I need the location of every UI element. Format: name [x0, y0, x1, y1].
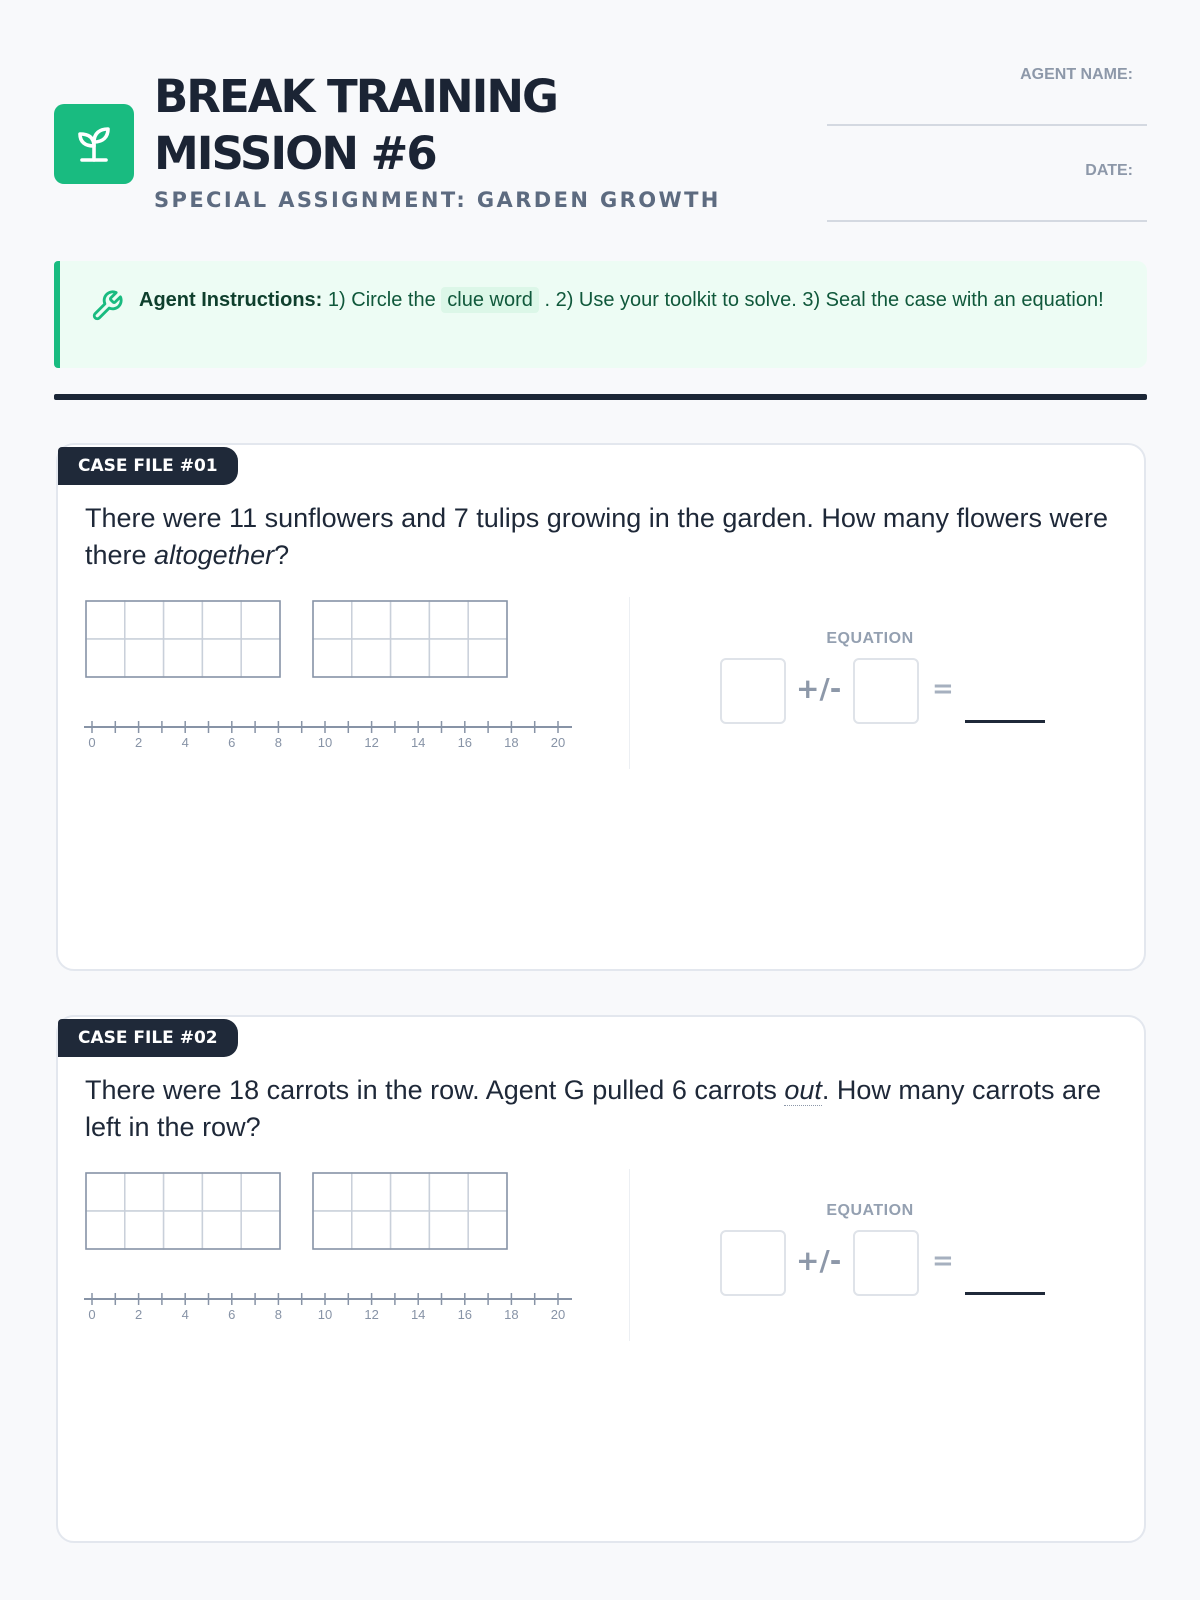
header-divider [54, 394, 1147, 400]
equation-area [720, 1202, 1060, 1322]
ten-frame-cell[interactable] [313, 639, 352, 677]
logo-badge [54, 104, 134, 184]
ten-frame-cell[interactable] [86, 639, 125, 677]
ten-frame-cell[interactable] [429, 1173, 468, 1211]
page-subtitle: SPECIAL ASSIGNMENT: GARDEN GROWTH [154, 188, 721, 212]
ten-frame-2[interactable] [312, 600, 508, 683]
instructions-lead: Agent Instructions: [139, 289, 323, 311]
ten-frame-grid [85, 600, 281, 678]
equals-sign: = [932, 674, 954, 704]
clue-word-chip: clue word [441, 287, 539, 313]
ten-frame-cell[interactable] [313, 601, 352, 639]
case-file-tab: CASE FILE #02 [58, 1019, 238, 1057]
instructions-panel [54, 261, 1147, 368]
operator-symbol: +/- [796, 672, 842, 705]
ten-frame-cell[interactable] [468, 639, 507, 677]
problem-text: There were 11 sunflowers and 7 tulips growing in the garden. How many flowers were there [85, 503, 1109, 570]
number-line-svg [84, 715, 574, 751]
ten-frame-cell[interactable] [391, 639, 430, 677]
wrench-icon [90, 289, 124, 323]
ten-frame-cell[interactable] [352, 639, 391, 677]
ten-frame-cell[interactable] [241, 1211, 280, 1249]
operator-symbol: +/- [796, 1244, 842, 1277]
ten-frame-cell[interactable] [164, 639, 203, 677]
ten-frame-cell[interactable] [429, 639, 468, 677]
number-line-label: 14 [410, 735, 426, 750]
equation-box-1[interactable] [720, 1230, 786, 1296]
clue-word[interactable]: altogether [154, 540, 275, 570]
ten-frame-grid [85, 1172, 281, 1250]
ten-frame-cell[interactable] [164, 1211, 203, 1249]
ten-frame-cell[interactable] [86, 1211, 125, 1249]
number-line-label: 18 [504, 735, 519, 750]
ten-frame-cell[interactable] [202, 639, 241, 677]
number-line-label: 20 [550, 1307, 566, 1322]
ten-frame-cell[interactable] [125, 1173, 164, 1211]
number-line-label: 16 [457, 1307, 473, 1322]
number-line-label: 10 [317, 735, 333, 750]
problem-text-end: ? [274, 540, 290, 570]
ten-frame-cell[interactable] [125, 601, 164, 639]
worksheet-header [54, 60, 1147, 230]
instructions-part-1: 1) Circle the [327, 289, 436, 311]
number-line-label: 8 [274, 1307, 283, 1322]
number-line-label: 12 [364, 735, 379, 750]
sprout-icon [72, 122, 116, 166]
ten-frame-cell[interactable] [202, 601, 241, 639]
number-line-label: 4 [181, 735, 189, 750]
ten-frame-1[interactable] [85, 1172, 281, 1255]
ten-frame-cell[interactable] [125, 1211, 164, 1249]
ten-frame-cell[interactable] [391, 1211, 430, 1249]
ten-frame-cell[interactable] [86, 601, 125, 639]
case-file-tab: CASE FILE #01 [58, 447, 238, 485]
equation-area [720, 630, 1060, 750]
ten-frame-cell[interactable] [429, 1211, 468, 1249]
ten-frame-cell[interactable] [352, 1173, 391, 1211]
ten-frame-cell[interactable] [202, 1173, 241, 1211]
title-line-2: MISSION #6 [154, 127, 436, 180]
word-problem [85, 500, 1125, 574]
section-divider [629, 597, 630, 769]
number-line-label: 0 [88, 735, 96, 750]
ten-frame-cell[interactable] [352, 601, 391, 639]
number-line-label: 14 [410, 1307, 426, 1322]
ten-frame-cell[interactable] [313, 1173, 352, 1211]
equation-box-2[interactable] [853, 1230, 919, 1296]
ten-frame-cell[interactable] [241, 601, 280, 639]
ten-frame-cell[interactable] [202, 1211, 241, 1249]
ten-frame-cell[interactable] [164, 1173, 203, 1211]
number-line-label: 6 [228, 735, 236, 750]
number-line[interactable] [84, 1287, 574, 1328]
answer-line[interactable] [965, 720, 1045, 723]
number-line-label: 10 [317, 1307, 333, 1322]
clue-word[interactable]: out [784, 1075, 822, 1105]
ten-frame-cell[interactable] [429, 601, 468, 639]
number-line-label: 20 [550, 735, 566, 750]
number-line-label: 2 [134, 1307, 143, 1322]
equals-sign: = [932, 1246, 954, 1276]
equation-box-1[interactable] [720, 658, 786, 724]
page-title [154, 68, 557, 182]
date-label: DATE: [1085, 162, 1133, 179]
number-line-label: 6 [228, 1307, 236, 1322]
ten-frame-cell[interactable] [313, 1211, 352, 1249]
ten-frame-cell[interactable] [468, 1173, 507, 1211]
number-line-label: 0 [88, 1307, 96, 1322]
ten-frame-2[interactable] [312, 1172, 508, 1255]
problem-text-end: . How many carrots are left in the row? [85, 1075, 1101, 1142]
ten-frame-cell[interactable] [86, 1173, 125, 1211]
equation-box-2[interactable] [853, 658, 919, 724]
ten-frame-1[interactable] [85, 600, 281, 683]
ten-frame-grid [312, 600, 508, 678]
ten-frame-cell[interactable] [391, 601, 430, 639]
date-field[interactable] [827, 220, 1147, 222]
ten-frame-cell[interactable] [241, 1173, 280, 1211]
number-line-label: 2 [134, 735, 143, 750]
section-divider [629, 1169, 630, 1341]
agent-name-label: AGENT NAME: [1020, 66, 1133, 83]
word-problem [85, 1072, 1125, 1146]
ten-frame-cell[interactable] [241, 639, 280, 677]
number-line-label: 18 [504, 1307, 519, 1322]
number-line-svg [84, 1287, 574, 1323]
case-file-card-2 [56, 1015, 1146, 1543]
ten-frame-cell[interactable] [164, 601, 203, 639]
number-line[interactable] [84, 715, 574, 756]
instructions-part-2: . 2) Use your toolkit to solve. 3) Seal the case with an equation! [544, 289, 1104, 311]
agent-name-field[interactable] [827, 124, 1147, 126]
ten-frame-grid [312, 1172, 508, 1250]
equation-label: EQUATION [826, 630, 914, 647]
number-line-label: 12 [364, 1307, 379, 1322]
ten-frame-cell[interactable] [468, 1211, 507, 1249]
answer-line[interactable] [965, 1292, 1045, 1295]
ten-frame-cell[interactable] [125, 639, 164, 677]
number-line-label: 16 [457, 735, 473, 750]
ten-frame-cell[interactable] [391, 1173, 430, 1211]
problem-text: There were 18 carrots in the row. Agent G pulled 6 carrots [85, 1075, 785, 1105]
case-file-card-1 [56, 443, 1146, 971]
equation-label: EQUATION [826, 1202, 914, 1219]
ten-frame-cell[interactable] [468, 601, 507, 639]
number-line-label: 4 [181, 1307, 189, 1322]
instructions-text [139, 287, 1119, 314]
number-line-label: 8 [274, 735, 283, 750]
title-line-1: BREAK TRAINING [154, 70, 557, 123]
ten-frame-cell[interactable] [352, 1211, 391, 1249]
